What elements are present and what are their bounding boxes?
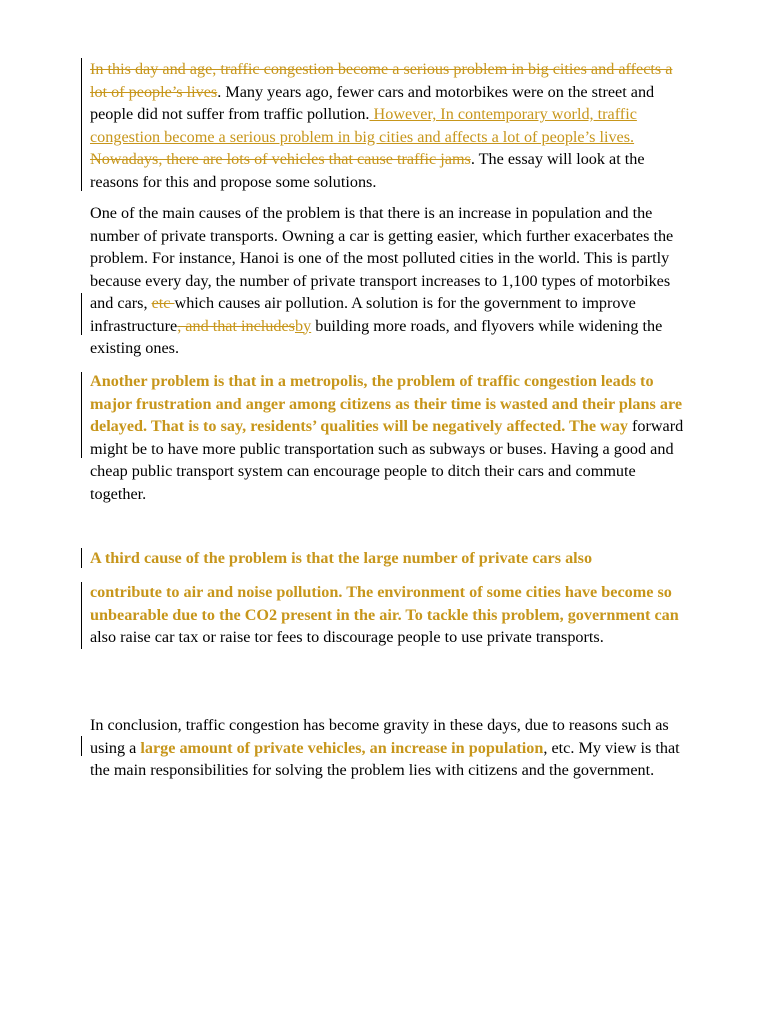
- body-text: In conclusion, traffic congestion has become gravity in these days, due to reasons such as using a: [90, 716, 669, 757]
- highlighted-text: Another problem is that in a metropolis, the problem of traffic congestion leads to major frustration and anger among citizens as their time is wasted and their plans are delayed. That is to say, residents’ qualities will be negatively affected. The way: [90, 372, 683, 435]
- change-bar: [81, 293, 82, 335]
- body-text: , etc. My view is that the main responsibilities for solving the problem lies with citizens and the government.: [90, 738, 680, 779]
- deleted-text: , and that includes: [177, 316, 295, 335]
- body-text: . Many years ago, fewer cars and motorbikes were on the street and people did not suffer from traffic pollution.: [90, 82, 655, 123]
- cause-one-paragraph: [90, 202, 690, 360]
- body-text: which causes air pollution. A solution is for the government to improve infrastructure: [90, 294, 636, 335]
- body-text: also raise car tax or raise tor fees to discourage people to use private transports.: [90, 628, 604, 646]
- conclusion-paragraph: [90, 714, 690, 782]
- inserted-text: by: [294, 316, 312, 335]
- highlighted-text: contribute to air and noise pollution. The environment of some cities have become so unbearable due to the CO2 present in the air. To tackle this problem, government can: [90, 583, 679, 624]
- highlighted-text: A third cause of the problem is that the large number of private cars also: [90, 549, 593, 567]
- cause-three-paragraph: [90, 581, 700, 649]
- deleted-text: Nowadays, there are lots of vehicles that cause traffic jams: [90, 150, 471, 168]
- deleted-text: etc: [151, 294, 175, 312]
- change-bar: [81, 736, 82, 756]
- highlighted-text: large amount of private vehicles, an increase in population: [140, 738, 544, 757]
- cause-two-paragraph: [90, 370, 690, 505]
- body-text: building more roads, and flyovers while widening the existing ones.: [90, 316, 663, 357]
- change-bar: [81, 58, 82, 191]
- cause-three-heading-line: [90, 547, 690, 570]
- body-text: One of the main causes of the problem is that there is an increase in population and the number of private transports. Owning a car is getting easier, which further exacerbates the problem. For instance, Hanoi is one of the most polluted cities in the world. This is partly because every day, the number of private transport increases to 1,100 types of motorbikes and cars,: [90, 204, 674, 312]
- change-bar: [81, 582, 82, 649]
- inserted-text: However, In contemporary world, traffic congestion become a serious problem in big cities and affects a lot of people’s lives.: [90, 105, 637, 146]
- deleted-text: In this day and age, traffic congestion become a serious problem in big cities and affects a lot of people’s lives: [90, 60, 673, 101]
- body-text: . The essay will look at the reasons for this and propose some solutions.: [90, 150, 645, 191]
- change-bar: [81, 372, 82, 458]
- change-bar: [81, 548, 82, 568]
- intro-paragraph: [90, 58, 690, 193]
- body-text: forward might be to have more public transportation such as subways or buses. Having a good and cheap public transport system can encourage people to ditch their cars and commute together.: [90, 417, 684, 503]
